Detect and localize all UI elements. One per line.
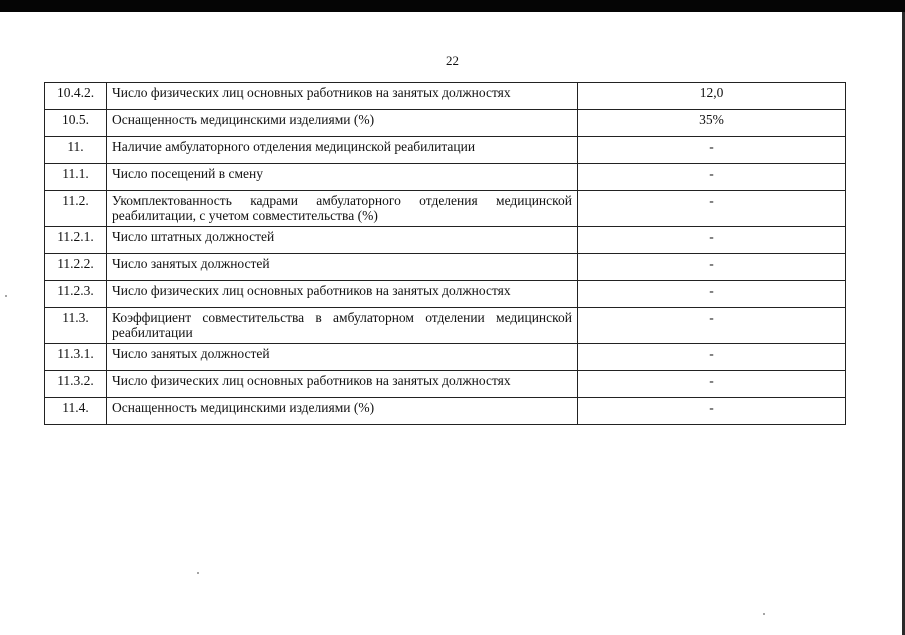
row-value: -	[578, 371, 846, 398]
row-indicator: Коэффициент совместительства в амбулаторном отделении медицинской реабилитации	[107, 308, 578, 344]
row-value: -	[578, 398, 846, 425]
table-row	[45, 398, 846, 425]
row-value: -	[578, 137, 846, 164]
row-number: 11.2.1.	[45, 227, 107, 254]
row-number: 11.2.3.	[45, 281, 107, 308]
row-number: 10.4.2.	[45, 83, 107, 110]
table-row	[45, 164, 846, 191]
table-row	[45, 83, 846, 110]
table-row	[45, 227, 846, 254]
table-body	[45, 83, 846, 425]
row-indicator: Оснащенность медицинскими изделиями (%)	[107, 110, 578, 137]
row-indicator: Число занятых должностей	[107, 344, 578, 371]
row-indicator: Число посещений в смену	[107, 164, 578, 191]
row-value: -	[578, 344, 846, 371]
row-number: 11.1.	[45, 164, 107, 191]
row-indicator: Оснащенность медицинскими изделиями (%)	[107, 398, 578, 425]
table-row	[45, 137, 846, 164]
row-number: 11.2.2.	[45, 254, 107, 281]
table-row	[45, 308, 846, 344]
scan-speck	[197, 572, 199, 574]
scan-speck	[763, 613, 765, 615]
row-value: 12,0	[578, 83, 846, 110]
row-number: 11.3.1.	[45, 344, 107, 371]
row-number: 10.5.	[45, 110, 107, 137]
row-number: 11.3.2.	[45, 371, 107, 398]
table-row	[45, 344, 846, 371]
row-indicator: Число штатных должностей	[107, 227, 578, 254]
row-value: -	[578, 164, 846, 191]
table-row	[45, 371, 846, 398]
row-number: 11.4.	[45, 398, 107, 425]
row-indicator: Число физических лиц основных работников на занятых должностях	[107, 83, 578, 110]
row-value: -	[578, 308, 846, 344]
row-value: -	[578, 254, 846, 281]
table-row	[45, 281, 846, 308]
row-indicator: Число физических лиц основных работников на занятых должностях	[107, 371, 578, 398]
scan-speck	[5, 295, 7, 297]
row-indicator: Число занятых должностей	[107, 254, 578, 281]
row-indicator: Укомплектованность кадрами амбулаторного отделения медицинской реабилитации, с учетом совместительства (%)	[107, 191, 578, 227]
row-value: -	[578, 191, 846, 227]
scan-top-border	[0, 0, 905, 12]
row-value: -	[578, 281, 846, 308]
row-indicator: Число физических лиц основных работников на занятых должностях	[107, 281, 578, 308]
page-number: 22	[446, 53, 459, 68]
row-number: 11.2.	[45, 191, 107, 227]
indicators-table	[44, 82, 846, 425]
row-indicator: Наличие амбулаторного отделения медицинской реабилитации	[107, 137, 578, 164]
row-value: 35%	[578, 110, 846, 137]
table-row	[45, 254, 846, 281]
table-row	[45, 110, 846, 137]
table-row	[45, 191, 846, 227]
row-value: -	[578, 227, 846, 254]
row-number: 11.	[45, 137, 107, 164]
row-number: 11.3.	[45, 308, 107, 344]
